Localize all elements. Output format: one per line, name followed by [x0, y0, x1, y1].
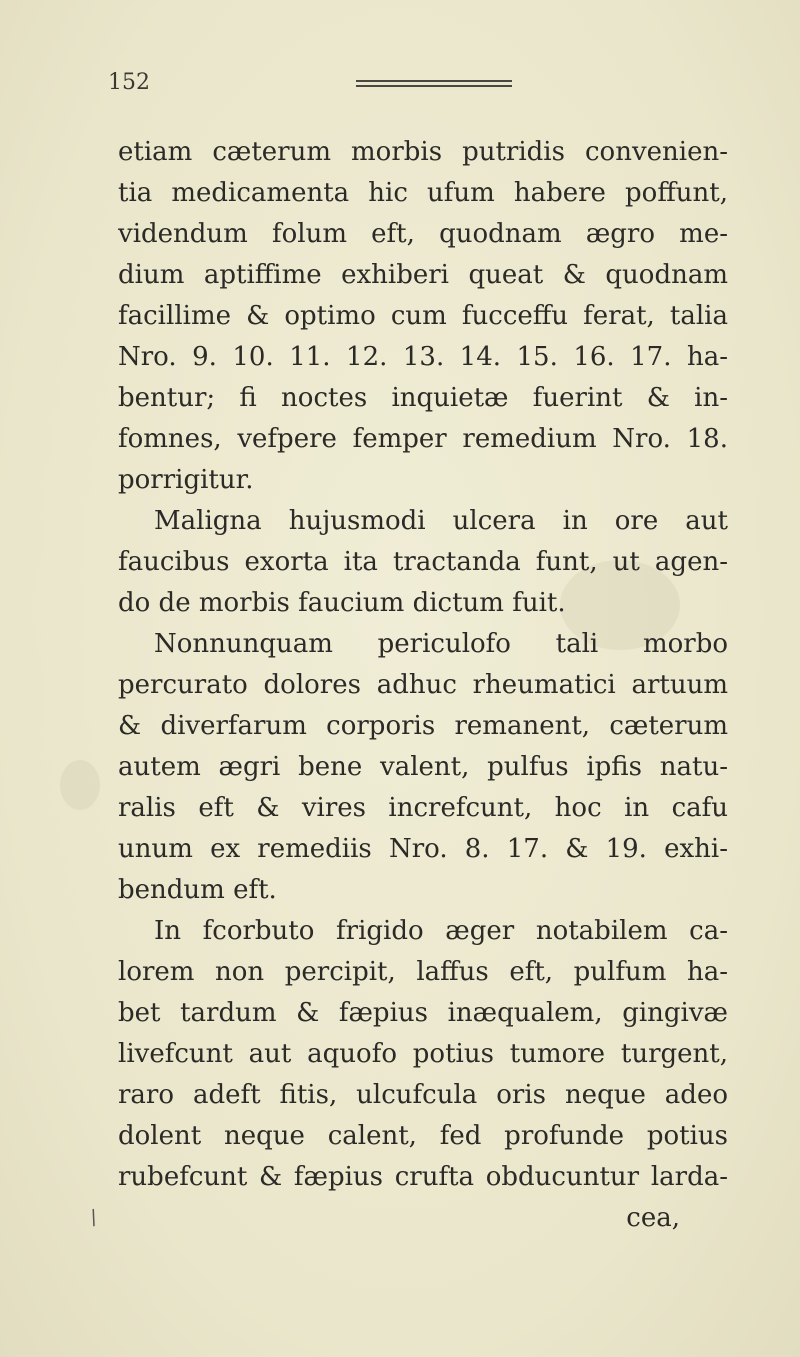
text-line: tia medicamenta hic ufum habere poffunt,	[118, 178, 728, 208]
text-line: ralis eft & vires increfcunt, hoc in cafu	[118, 793, 728, 823]
text-line: dolent neque calent, fed profunde potius	[118, 1121, 728, 1151]
margin-mark: /	[86, 1204, 101, 1230]
text-line: do de morbis faucium dictum fuit.	[118, 588, 566, 618]
text-line: unum ex remediis Nro. 8. 17. & 19. exhi-	[118, 834, 728, 864]
text-line: dium aptiffime exhiberi queat & quodnam	[118, 260, 728, 290]
page-number: 152	[108, 70, 150, 95]
text-line: Nonnunquam periculofo tali morbo	[154, 629, 728, 659]
text-line: rubefcunt & fæpius crufta obducuntur larda-	[118, 1162, 728, 1192]
text-line: faucibus exorta ita tractanda funt, ut agen-	[118, 547, 728, 577]
text-line: bendum eft.	[118, 875, 277, 905]
text-line: porrigitur.	[118, 465, 254, 495]
text-line: bet tardum & fæpius inæqualem, gingivæ	[118, 998, 728, 1028]
text-line: bentur; fi noctes inquietæ fuerint & in-	[118, 383, 728, 413]
text-line: livefcunt aut aquofo potius tumore turgent,	[118, 1039, 728, 1069]
text-line: Nro. 9. 10. 11. 12. 13. 14. 15. 16. 17. ha-	[118, 342, 728, 372]
text-line: fomnes, vefpere femper remedium Nro. 18.	[118, 424, 728, 454]
catchword: cea,	[626, 1203, 680, 1233]
text-line: autem ægri bene valent, pulfus ipfis natu-	[118, 752, 728, 782]
text-line: videndum folum eft, quodnam ægro me-	[118, 219, 728, 249]
text-line: & diverfarum corporis remanent, cæterum	[118, 711, 728, 741]
text-line: raro adeft fitis, ulcufcula oris neque adeo	[118, 1080, 728, 1110]
text-line: percurato dolores adhuc rheumatici artuum	[118, 670, 728, 700]
text-line: etiam cæterum morbis putridis convenien-	[118, 137, 728, 167]
text-line: Maligna hujusmodi ulcera in ore aut	[154, 506, 728, 536]
text-line: lorem non percipit, laffus eft, pulfum ha-	[118, 957, 728, 987]
body-text	[118, 132, 728, 1239]
paper-stain	[60, 760, 100, 810]
text-line: facillime & optimo cum fucceffu ferat, talia	[118, 301, 728, 331]
header-rule	[356, 80, 512, 88]
text-line: In fcorbuto frigido æger notabilem ca-	[154, 916, 728, 946]
